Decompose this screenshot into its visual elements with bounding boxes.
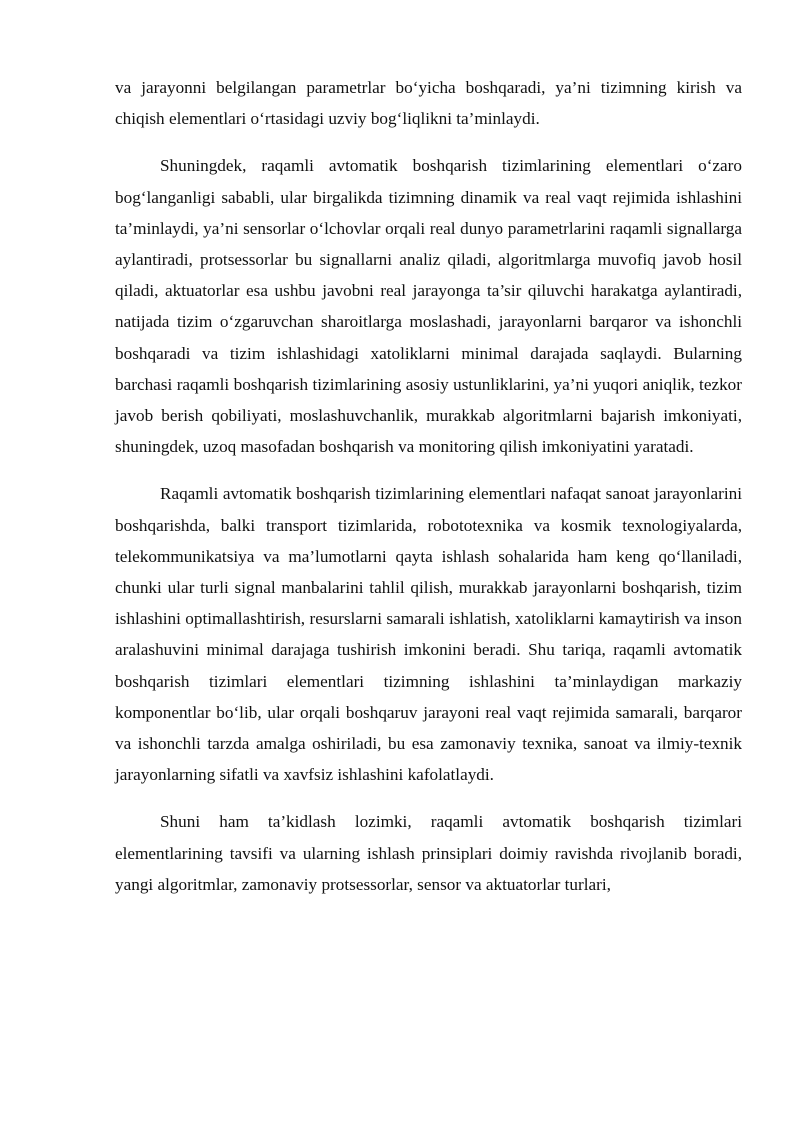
paragraph-applications: Raqamli avtomatik boshqarish tizimlarining elementlari nafaqat sanoat jarayonlarini boshqarishda, balki transport tizimlarida, robototexnika va kosmik texnologiyalarda, telekommunikatsiya va ma’lumotlarni qayta ishlash sohalarida ham keng qo‘llaniladi, chunki ular turli signal manbalarini tahlil qilish, murakkab jarayonlarni boshqarish, tizim ishlashini optimallashtirish, resurslarni samarali ishlatish, xatoliklarni kamaytirish va inson aralashuvini minimal darajaga tushirish imkonini beradi. Shu tariqa, raqamli avtomatik boshqarish tizimlari elementlari tizimning ishlashini ta’minlaydigan markaziy komponentlar bo‘lib, ular orqali boshqaruv jarayoni real vaqt rejimida samarali, barqaror va ishonchli tarzda amalga oshiriladi, bu esa zamonaviy texnika, sanoat va ilmiy-texnik jarayonlarning sifatli va xavfsiz ishlashini kafolatlaydi. <box>115 484 742 785</box>
paragraph-interconnection: Shuningdek, raqamli avtomatik boshqarish tizimlarining elementlari o‘zaro bog‘langanligi sababli, ular birgalikda tizimning dinamik va real vaqt rejimida ishlashini ta’minlaydi, ya’ni sensorlar o‘lchovlar orqali real dunyo parametrlarini raqamli signallarga aylantiradi, protsessorlar bu signallarni analiz qiladi, algoritmlarga muvofiq javob hosil qiladi, aktuatorlar esa ushbu javobni real jarayonga ta’sir qiluvchi harakatga aylantiradi, natijada tizim o‘zgaruvchan sharoitlarga moslashadi, jarayonlarni barqaror va ishonchli boshqaradi va tizim ishlashidagi xatoliklarni minimal darajada saqlaydi. Bularning barchasi raqamli boshqarish tizimlarining asosiy ustunliklarini, ya’ni yuqori aniqlik, tezkor javob berish qobiliyati, moslashuvchanlik, murakkab algoritmlarni bajarish imkoniyati, shuningdek, uzoq masofadan boshqarish va monitoring qilish imkoniyatini yaratadi. <box>115 156 742 457</box>
document-body <box>115 72 742 916</box>
paragraph-development: Shuni ham ta’kidlash lozimki, raqamli avtomatik boshqarish tizimlari elementlarining tavsifi va ularning ishlash prinsiplari doimiy ravishda rivojlanib boradi, yangi algoritmlar, zamonaviy protsessorlar, sensor va aktuatorlar turlari, <box>115 812 742 894</box>
paragraph-continued: va jarayonni belgilangan parametrlar bo‘yicha boshqaradi, ya’ni tizimning kirish va chiqish elementlari o‘rtasidagi uzviy bog‘liqlikni ta’minlaydi. <box>115 78 742 129</box>
